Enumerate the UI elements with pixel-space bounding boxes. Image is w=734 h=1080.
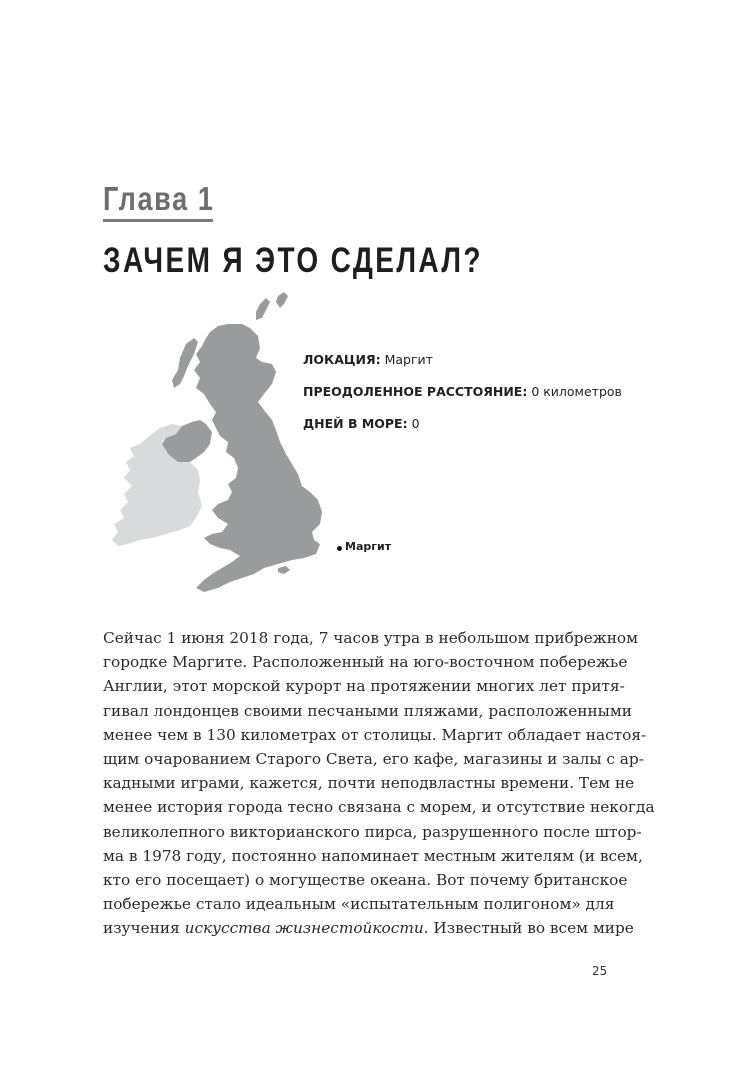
margate-marker-label: Маргит [345,540,392,553]
text-line: ма в 1978 году, постоянно напоминает местным жителям (и всем, [103,846,643,865]
text-line: менее чем в 130 километрах от столицы. Маргит обладает настоя- [103,725,647,744]
page-number: 25 [592,964,608,978]
italic-term: искусства жизнестойкости [184,919,424,938]
info-key: ПРЕОДОЛЕННОЕ РАССТОЯНИЕ: [303,384,528,399]
chapter-label: Глава 1 [103,180,215,217]
info-key: ЛОКАЦИЯ: [303,352,381,367]
info-row-location [303,350,622,382]
journey-info [303,350,622,446]
info-value: Маргит [380,352,433,367]
text-run: изучения [103,919,185,938]
text-line-last [103,916,634,940]
shetland-shape [276,292,288,308]
uk-map-figure [100,292,360,602]
chapter-rule [103,219,213,222]
text-line: кадными играми, кажется, почти неподвластны времени. Тем не [103,774,635,793]
orkney-shape [256,298,270,320]
info-key: ДНЕЙ В МОРЕ: [303,416,408,431]
text-line: щим очарованием Старого Света, его кафе, магазины и залы с ар- [103,750,644,769]
text-run: . Известный во всем мире [423,919,634,938]
info-value: 0 [407,416,420,431]
body-paragraph [103,626,655,941]
text-line: городке Маргите. Расположенный на юго-восточном побережье [103,653,628,672]
text-line: Сейчас 1 июня 2018 года, 7 часов утра в небольшом прибрежном [103,629,639,647]
text-line: побережье стало идеальным «испытательным полигоном» для [103,895,615,914]
info-value: 0 километров [527,384,622,399]
info-row-distance [303,382,622,414]
chapter-title: ЗАЧЕМ Я ЭТО СДЕЛАЛ? [103,241,483,280]
text-line: гивал лондонцев своими песчаными пляжами, расположенными [103,701,632,720]
margate-marker-dot [337,546,342,551]
text-line: великолепного викторианского пирса, разрушенного после штор- [103,822,642,841]
text-line: менее история города тесно связана с морем, и отсутствие некогда [103,798,655,817]
info-row-days [303,414,622,446]
isle-of-wight-shape [278,566,290,574]
text-line: Англии, этот морской курорт на протяжении многих лет притя- [103,677,625,696]
text-line: кто его посещает) о могуществе океана. Вот почему британское [103,871,628,890]
hebrides-shape [172,338,198,388]
